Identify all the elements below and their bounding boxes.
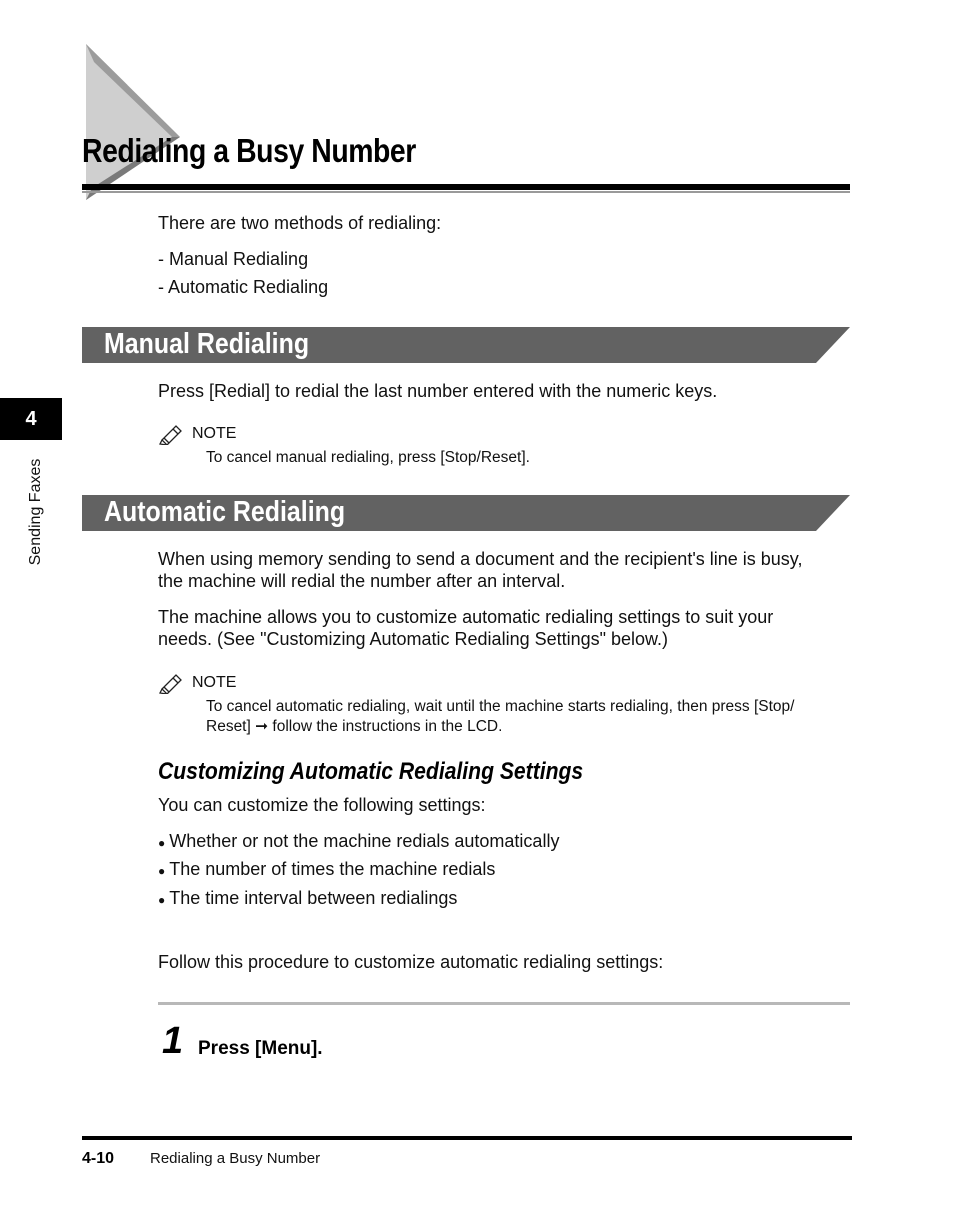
manual-body: Press [Redial] to redial the last number entered with the numeric keys. [158,381,718,401]
step-instruction: Press [Menu]. [198,1038,323,1059]
step-divider [158,1002,850,1005]
customizing-lead: You can customize the following settings: [158,795,486,815]
section-title: Automatic Redialing [104,496,346,528]
note-text-line: To cancel automatic redialing, wait until the machine starts redialing, then press [Stop/ [206,698,795,715]
automatic-para1-line: the machine will redial the number after an interval. [158,571,566,591]
automatic-para1-line: When using memory sending to send a document and the recipient's line is busy, [158,549,803,569]
chapter-tab: 4 [0,398,62,440]
section-header-manual [82,327,850,363]
settings-list-item [158,830,559,855]
note-text: To cancel manual redialing, press [Stop/Reset]. [206,449,530,466]
chapter-side-label: Sending Faxes [27,458,44,566]
automatic-para2-line: The machine allows you to customize automatic redialing settings to suit your [158,607,774,627]
note-label: NOTE [192,674,237,691]
intro-text: There are two methods of redialing: [158,213,442,233]
title-triangle-graphic [80,42,210,202]
step-number: 1 [162,1020,184,1062]
list-item-text: The number of times the machine redials [169,859,496,879]
note-label: NOTE [192,425,237,442]
list-item-text: Whether or not the machine redials automatically [169,831,560,851]
pencil-note-icon [158,423,184,445]
bullet-icon: ● [158,893,166,907]
bullet-icon: ● [158,836,166,850]
title-rule [82,184,850,190]
pencil-note-icon [158,672,184,694]
list-item-text: The time interval between redialings [169,888,458,908]
automatic-para2-line: needs. (See "Customizing Automatic Redialing Settings" below.) [158,629,669,649]
page-title: Redialing a Busy Number [82,132,416,169]
section-title: Manual Redialing [104,328,310,360]
bullet-icon: ● [158,864,166,878]
method-item: - Automatic Redialing [158,277,329,297]
settings-list-item [158,858,495,883]
title-rule-shadow [82,191,850,193]
footer-title: Redialing a Busy Number [150,1150,321,1167]
footer-page-number: 4-10 [82,1150,115,1167]
note-text-line: Reset] ➞ follow the instructions in the LCD. [206,718,503,735]
settings-list-item [158,887,457,912]
footer-rule [82,1136,852,1140]
method-item: - Manual Redialing [158,249,309,269]
section-header-automatic [82,495,850,531]
subsection-title: Customizing Automatic Redialing Settings [158,758,584,785]
procedure-lead: Follow this procedure to customize automatic redialing settings: [158,952,664,972]
